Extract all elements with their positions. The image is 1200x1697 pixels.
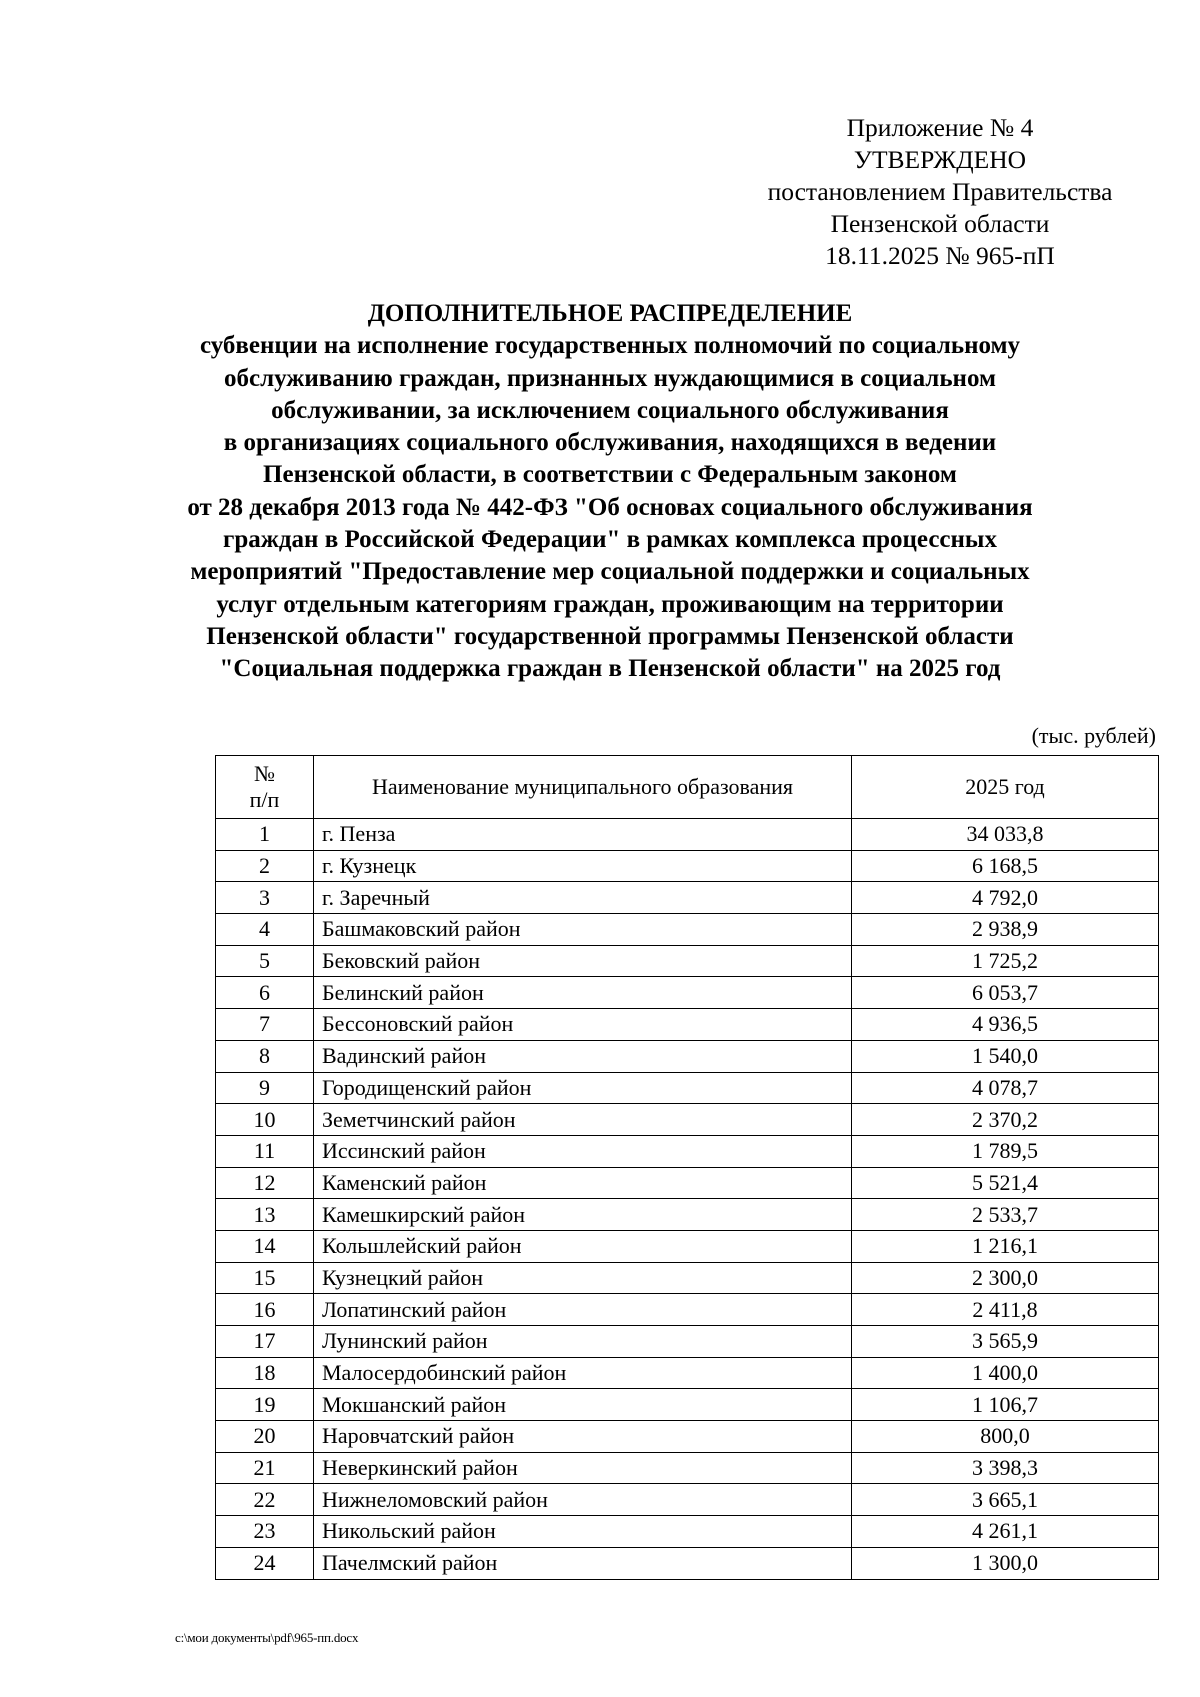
table-row bbox=[216, 1326, 1159, 1358]
row-municipality: г. Кузнецк bbox=[314, 850, 852, 882]
approved-label: УТВЕРЖДЕНО bbox=[853, 145, 1027, 174]
table-row bbox=[216, 1389, 1159, 1421]
row-number: 1 bbox=[216, 819, 314, 851]
table-row bbox=[216, 1294, 1159, 1326]
row-number: 6 bbox=[216, 977, 314, 1009]
row-number: 16 bbox=[216, 1294, 314, 1326]
table-row bbox=[216, 1421, 1159, 1453]
row-number: 15 bbox=[216, 1262, 314, 1294]
row-municipality: Лунинский район bbox=[314, 1326, 852, 1358]
row-municipality: Башмаковский район bbox=[314, 914, 852, 946]
row-municipality: Вадинский район bbox=[314, 1040, 852, 1072]
header-number bbox=[216, 756, 314, 819]
row-value: 4 936,5 bbox=[852, 1009, 1159, 1041]
title-line: Пензенской области" государственной программы Пензенской области bbox=[206, 622, 1014, 650]
table-row bbox=[216, 1135, 1159, 1167]
row-number: 18 bbox=[216, 1357, 314, 1389]
row-municipality: Каменский район bbox=[314, 1167, 852, 1199]
header-municipality: Наименование муниципального образования bbox=[314, 756, 852, 819]
row-municipality: Иссинский район bbox=[314, 1135, 852, 1167]
row-value: 1 300,0 bbox=[852, 1547, 1159, 1579]
row-value: 1 725,2 bbox=[852, 945, 1159, 977]
row-municipality: Камешкирский район bbox=[314, 1199, 852, 1231]
row-number: 9 bbox=[216, 1072, 314, 1104]
table-row bbox=[216, 1262, 1159, 1294]
row-value: 2 938,9 bbox=[852, 914, 1159, 946]
title-line: от 28 декабря 2013 года № 442-ФЗ "Об основах социального обслуживания bbox=[187, 493, 1033, 521]
table-row bbox=[216, 850, 1159, 882]
row-number: 14 bbox=[216, 1230, 314, 1262]
row-value: 4 261,1 bbox=[852, 1516, 1159, 1548]
row-municipality: Белинский район bbox=[314, 977, 852, 1009]
row-number: 17 bbox=[216, 1326, 314, 1358]
row-number: 24 bbox=[216, 1547, 314, 1579]
title-line: субвенции на исполнение государственных полномочий по социальному bbox=[199, 332, 1021, 360]
row-value: 3 665,1 bbox=[852, 1484, 1159, 1516]
table-row bbox=[216, 882, 1159, 914]
table-row bbox=[216, 945, 1159, 977]
title-line: обслуживании, за исключением социального обслуживания bbox=[271, 396, 949, 424]
row-municipality: Нижнеломовский район bbox=[314, 1484, 852, 1516]
table-row bbox=[216, 1199, 1159, 1231]
row-municipality: Лопатинский район bbox=[314, 1294, 852, 1326]
row-value: 34 033,8 bbox=[852, 819, 1159, 851]
title-line: граждан в Российской Федерации" в рамках комплекса процессных bbox=[223, 526, 997, 554]
table-row bbox=[216, 1484, 1159, 1516]
row-number: 20 bbox=[216, 1421, 314, 1453]
title-line: обслуживанию граждан, признанных нуждающимися в социальном bbox=[223, 364, 996, 392]
row-municipality: Городищенский район bbox=[314, 1072, 852, 1104]
row-municipality: Кузнецкий район bbox=[314, 1262, 852, 1294]
table-row bbox=[216, 1516, 1159, 1548]
row-municipality: Малосердобинский район bbox=[314, 1357, 852, 1389]
row-municipality: Наровчатский район bbox=[314, 1421, 852, 1453]
row-number: 7 bbox=[216, 1009, 314, 1041]
table-row bbox=[216, 1357, 1159, 1389]
header-number-abbr: п/п bbox=[249, 787, 280, 812]
row-number: 23 bbox=[216, 1516, 314, 1548]
table-row bbox=[216, 1009, 1159, 1041]
title-line: "Социальная поддержка граждан в Пензенской области" на 2025 год bbox=[219, 655, 1001, 683]
row-number: 19 bbox=[216, 1389, 314, 1421]
row-value: 4 792,0 bbox=[852, 882, 1159, 914]
title-line: Пензенской области, в соответствии с Федеральным законом bbox=[263, 461, 957, 489]
file-path-footer: c:\мои документы\pdf\965-пп.docx bbox=[175, 1630, 359, 1645]
title-line: мероприятий "Предоставление мер социальной поддержки и социальных bbox=[190, 558, 1030, 586]
table-row bbox=[216, 1072, 1159, 1104]
row-municipality: г. Заречный bbox=[314, 882, 852, 914]
row-value: 1 789,5 bbox=[852, 1135, 1159, 1167]
row-number: 4 bbox=[216, 914, 314, 946]
table-row bbox=[216, 977, 1159, 1009]
row-number: 22 bbox=[216, 1484, 314, 1516]
row-municipality: Никольский район bbox=[314, 1516, 852, 1548]
row-value: 3 398,3 bbox=[852, 1452, 1159, 1484]
row-number: 10 bbox=[216, 1104, 314, 1136]
table-row bbox=[216, 819, 1159, 851]
row-value: 2 370,2 bbox=[852, 1104, 1159, 1136]
row-value: 5 521,4 bbox=[852, 1167, 1159, 1199]
approval-block bbox=[700, 112, 1180, 272]
row-municipality: Кольшлейский район bbox=[314, 1230, 852, 1262]
row-value: 2 411,8 bbox=[852, 1294, 1159, 1326]
row-number: 13 bbox=[216, 1199, 314, 1231]
appendix-number: Приложение № 4 bbox=[846, 113, 1034, 142]
table-header-row bbox=[216, 756, 1159, 819]
row-number: 11 bbox=[216, 1135, 314, 1167]
table-row bbox=[216, 914, 1159, 946]
row-value: 1 106,7 bbox=[852, 1389, 1159, 1421]
row-value: 4 078,7 bbox=[852, 1072, 1159, 1104]
title-heading: ДОПОЛНИТЕЛЬНОЕ РАСПРЕДЕЛЕНИЕ bbox=[367, 300, 853, 327]
header-number-sign: № bbox=[254, 761, 275, 786]
row-municipality: Земетчинский район bbox=[314, 1104, 852, 1136]
table-row bbox=[216, 1040, 1159, 1072]
row-value: 6 168,5 bbox=[852, 850, 1159, 882]
row-value: 800,0 bbox=[852, 1421, 1159, 1453]
title-line: в организациях социального обслуживания, находящихся в ведении bbox=[223, 429, 997, 457]
row-number: 8 bbox=[216, 1040, 314, 1072]
row-value: 2 300,0 bbox=[852, 1262, 1159, 1294]
row-value: 1 400,0 bbox=[852, 1357, 1159, 1389]
row-number: 2 bbox=[216, 850, 314, 882]
row-value: 6 053,7 bbox=[852, 977, 1159, 1009]
distribution-table bbox=[215, 755, 1159, 1580]
table-body bbox=[216, 819, 1159, 1580]
row-municipality: г. Пенза bbox=[314, 819, 852, 851]
table-row bbox=[216, 1547, 1159, 1579]
row-number: 21 bbox=[216, 1452, 314, 1484]
approved-by: постановлением Правительства bbox=[767, 177, 1113, 206]
row-value: 3 565,9 bbox=[852, 1326, 1159, 1358]
table-row bbox=[216, 1104, 1159, 1136]
table-row bbox=[216, 1230, 1159, 1262]
row-municipality: Бессоновский район bbox=[314, 1009, 852, 1041]
unit-note: (тыс. рублей) bbox=[1031, 723, 1156, 748]
row-number: 12 bbox=[216, 1167, 314, 1199]
table-row bbox=[216, 1167, 1159, 1199]
row-number: 3 bbox=[216, 882, 314, 914]
row-number: 5 bbox=[216, 945, 314, 977]
row-value: 2 533,7 bbox=[852, 1199, 1159, 1231]
document-title bbox=[150, 298, 1070, 686]
approved-by-region: Пензенской области bbox=[830, 209, 1050, 238]
row-municipality: Пачелмский район bbox=[314, 1547, 852, 1579]
resolution-date-number: 18.11.2025 № 965-пП bbox=[825, 241, 1055, 270]
table-row bbox=[216, 1452, 1159, 1484]
title-line: услуг отдельным категориям граждан, проживающим на территории bbox=[216, 590, 1004, 618]
row-municipality: Неверкинский район bbox=[314, 1452, 852, 1484]
row-municipality: Бековский район bbox=[314, 945, 852, 977]
row-value: 1 216,1 bbox=[852, 1230, 1159, 1262]
row-municipality: Мокшанский район bbox=[314, 1389, 852, 1421]
header-year-2025: 2025 год bbox=[852, 756, 1159, 819]
row-value: 1 540,0 bbox=[852, 1040, 1159, 1072]
